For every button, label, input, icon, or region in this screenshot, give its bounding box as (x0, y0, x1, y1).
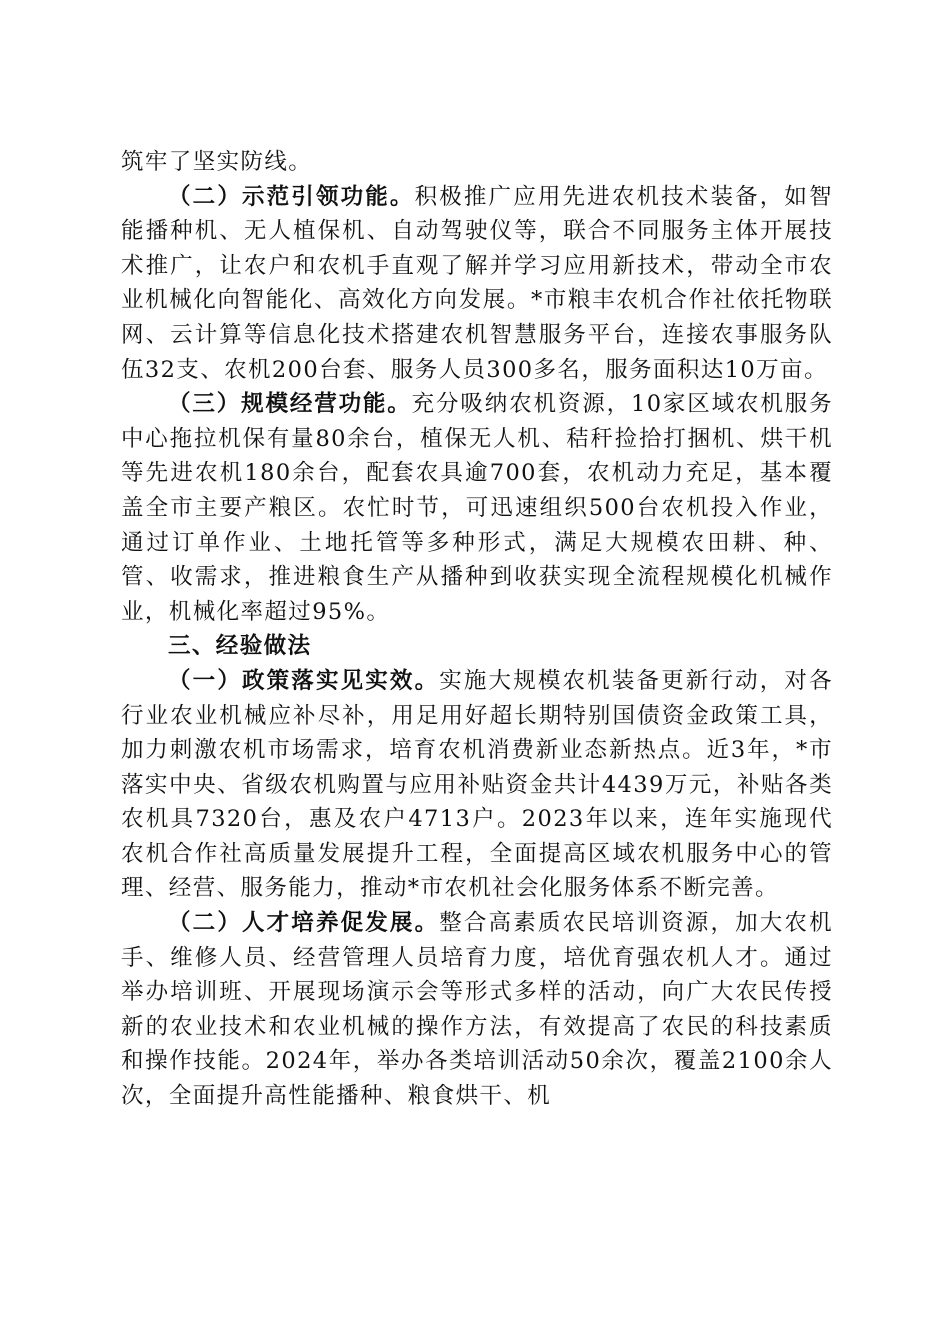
paragraph-heading: （三）规模经营功能。 (168, 391, 412, 418)
paragraph-text: 筑牢了坚实防线。 (121, 149, 313, 175)
document-body (121, 145, 833, 1114)
paragraph-text: 充分吸纳农机资源，10家区域农机服务中心拖拉机保有量80余台，植保无人机、秸秆捡拾打捆机、烘干机等先进农机180余台，配套农具逾700套，农机动力充足，基本覆盖全市主要产粮区。农忙时节，可迅速组织500台农机投入作业，通过订单作业、土地托管等多种形式，满足大规模农田耕、种、管、收需求，推进粮食生产从播种到收获实现全流程规模化机械作业，机械化率超过95%。 (121, 391, 833, 625)
paragraph-heading: （二）示范引领功能。 (168, 183, 415, 210)
paragraph-talent-cultivation (121, 906, 833, 1114)
paragraph-heading: （一）政策落实见实效。 (168, 667, 440, 694)
paragraph-policy-implementation (121, 664, 833, 906)
paragraph-scale-operation-function (121, 387, 833, 629)
paragraph-continuation (121, 145, 833, 180)
paragraph-heading: （二）人才培养促发展。 (168, 910, 440, 937)
paragraph-text: 积极推广应用先进农机技术装备，如智能播种机、无人植保机、自动驾驶仪等，联合不同服务主体开展技术推广，让农户和农机手直观了解并学习应用新技术，带动全市农业机械化向智能化、高效化方向发展。*市粮丰农机合作社依托物联网、云计算等信息化技术搭建农机智慧服务平台，连接农事服务队伍32支、农机200台套、服务人员300多名，服务面积达10万亩。 (121, 183, 833, 383)
paragraph-text: 实施大规模农机装备更新行动，对各行业农业机械应补尽补，用足用好超长期特别国债资金政策工具，加力刺激农机市场需求，培育农机消费新业态新热点。近3年，*市落实中央、省级农机购置与应用补贴资金共计4439万元，补贴各类农机具7320台，惠及农户4713户。2023年以来，连年实施现代农机合作社高质量发展提升工程，全面提高区域农机服务中心的管理、经营、服务能力，推动*市农机社会化服务体系不断完善。 (121, 667, 833, 902)
paragraph-text: 整合高素质农民培训资源，加大农机手、维修人员、经营管理人员培育力度，培优育强农机人才。通过举办培训班、开展现场演示会等形式多样的活动，向广大农民传授新的农业技术和农业机械的操作方法，有效提高了农民的科技素质和操作技能。2024年，举办各类培训活动50余次，覆盖2100余人次，全面提升高性能播种、粮食烘干、机 (121, 910, 833, 1110)
paragraph-demonstration-function (121, 180, 833, 388)
section-title: 三、经验做法 (168, 633, 312, 660)
